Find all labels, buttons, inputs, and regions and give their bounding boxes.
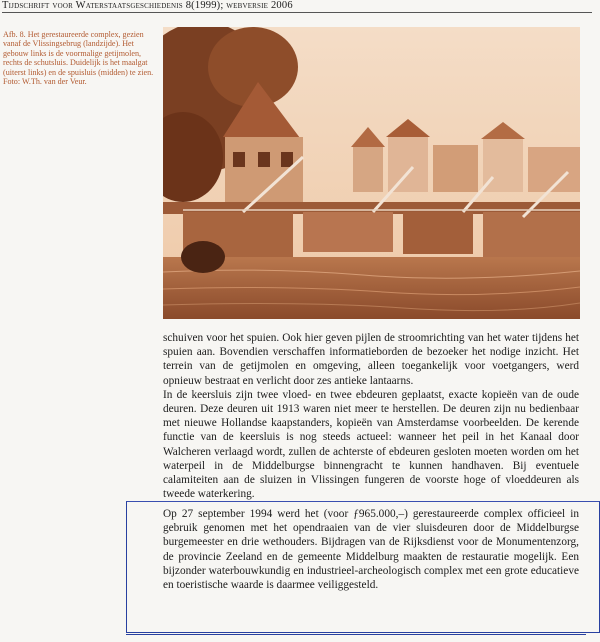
running-header [2,0,592,13]
running-title: Tijdschrift voor Waterstaatsgeschiedenis 8(1999); webversie 2006 [2,0,293,11]
pen-underline [126,634,586,635]
figure-caption: Afb. 8. Het gerestaureerde complex, gezien vanaf de Vlissingsebrug (landzijde). Het gebouw links is de voormalige getijmolen, rechts de schutsluis. Duidelijk is het maalgat (uiterst links) en de spuisluis (midden) te zien. Foto: W.Th. van der Veur. [3,30,154,87]
body-text [163,331,579,501]
paragraph-1: schuiven voor het spuien. Ook hier geven pijlen de stroomrichting van het water tijdens het spuien aan. Bovendien verschaffen informatieborden de bezoeker het nodige inzicht. Het terrein van de getijmolen en omgeving, alleen toegankelijk voor voetgangers, werd opnieuw bestraat en verlicht door zes antieke lantaarns. [163,332,579,387]
paragraph-3: Op 27 september 1994 werd het (voor ƒ965.000,–) gerestaureerde complex officieel in gebruik genomen met het opendraaien van de vier sluisdeuren door de Middelburgse burgemeester en drie wethouders. Bijdragen van de Rijksdienst voor de Monumentenzorg, de provincie Zeeland en de gemeente Middelburg maakten de restauratie mogelijk. Een bijzonder waterbouwkundig en industrieel-archeologisch complex met een grote educatieve en toeristische waarde is daarmee veiliggesteld. [163,508,579,592]
paragraph-2: In de keersluis zijn twee vloed- en twee ebdeuren geplaatst, exacte kopieën van de oude deuren. Deze deuren uit 1913 waren niet meer te herstellen. De deuren zijn nu bedienbaar met nieuwe Hollandse kaapstanders, kopieën van Amsterdamse voorbeelden. De kerende functie van de keersluis is nog steeds actueel: wanneer het peil in het Kanaal door Walcheren verlaagd wordt, zullen de achterste of ebdeuren gesloten moeten worden om het waterpeil in de Middelburgse binnengracht te kunnen handhaven. Bij eventuele calamiteiten aan de sluizen in Vlissingen fungeren de voorste hoge of vloeddeuren als tweede waterkering. [163,388,579,501]
figure-photo [163,27,580,319]
marked-paragraph [163,507,579,592]
